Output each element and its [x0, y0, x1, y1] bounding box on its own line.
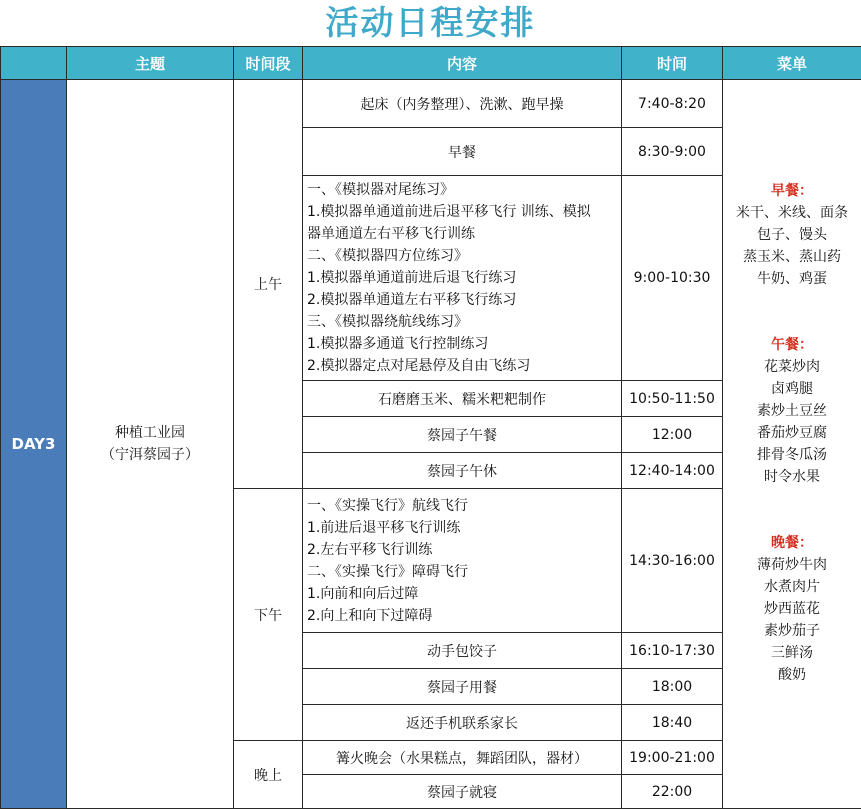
time-cell: 14:30-16:00	[622, 489, 723, 633]
content-cell: 蔡园子用餐	[303, 669, 622, 705]
lunch-title: 午餐：	[723, 334, 861, 356]
day-label: DAY3	[1, 80, 67, 809]
time-cell: 12:40-14:00	[622, 453, 723, 489]
header-menu: 菜单	[723, 47, 861, 80]
time-cell: 18:00	[622, 669, 723, 705]
time-cell: 22:00	[622, 775, 723, 809]
time-cell: 8:30-9:00	[622, 128, 723, 176]
menu-item: 蒸玉米、蒸山药	[723, 246, 861, 268]
content-cell: 篝火晚会（水果糕点，舞蹈团队，器材）	[303, 741, 622, 775]
time-cell: 19:00-21:00	[622, 741, 723, 775]
content-cell: 动手包饺子	[303, 633, 622, 669]
content-line: 器单通道左右平移飞行训练	[307, 223, 617, 245]
period-morning: 上午	[234, 80, 303, 489]
header-theme: 主题	[67, 47, 234, 80]
content-cell: 蔡园子午餐	[303, 417, 622, 453]
time-cell: 18:40	[622, 705, 723, 741]
menu-item: 酸奶	[723, 664, 861, 686]
content-line: 一、《模拟器对尾练习》	[307, 179, 617, 201]
content-line: 三、《模拟器绕航线练习》	[307, 311, 617, 333]
content-line: 1.模拟器多通道飞行控制练习	[307, 333, 617, 355]
content-cell: 蔡园子就寝	[303, 775, 622, 809]
menu-item: 花菜炒肉	[723, 356, 861, 378]
content-line: 1.向前和向后过障	[307, 583, 617, 605]
content-line: 1.模拟器单通道前进后退平移飞行 训练、模拟	[307, 201, 617, 223]
time-cell: 16:10-17:30	[622, 633, 723, 669]
menu-item: 薄荷炒牛肉	[723, 554, 861, 576]
dinner-title: 晚餐：	[723, 532, 861, 554]
menu-item: 水煮肉片	[723, 576, 861, 598]
breakfast-title: 早餐：	[723, 180, 861, 202]
menu-item: 包子、馒头	[723, 224, 861, 246]
period-evening: 晚上	[234, 741, 303, 809]
schedule-table	[0, 46, 861, 809]
menu-item: 素炒土豆丝	[723, 400, 861, 422]
period-afternoon: 下午	[234, 489, 303, 741]
time-cell: 7:40-8:20	[622, 80, 723, 128]
content-cell-multiline	[303, 176, 622, 381]
content-line: 2.向上和向下过障碍	[307, 605, 617, 627]
header-period: 时间段	[234, 47, 303, 80]
time-cell: 12:00	[622, 417, 723, 453]
menu-item: 素炒茄子	[723, 620, 861, 642]
header-row	[1, 47, 861, 80]
content-line: 二、《模拟器四方位练习》	[307, 245, 617, 267]
content-line: 二、《实操飞行》障碍飞行	[307, 561, 617, 583]
theme-cell	[67, 80, 234, 809]
menu-item: 炒西蓝花	[723, 598, 861, 620]
header-blank	[1, 47, 67, 80]
theme-line: 种植工业园	[67, 422, 233, 444]
table-row	[1, 80, 861, 128]
menu-cell	[723, 80, 861, 809]
content-cell: 石磨磨玉米、糯米粑粑制作	[303, 381, 622, 417]
content-line: 2.模拟器定点对尾悬停及自由飞练习	[307, 355, 617, 377]
time-cell: 10:50-11:50	[622, 381, 723, 417]
menu-item: 排骨冬瓜汤	[723, 444, 861, 466]
menu-item: 卤鸡腿	[723, 378, 861, 400]
time-cell: 9:00-10:30	[622, 176, 723, 381]
content-line: 2.左右平移飞行训练	[307, 539, 617, 561]
menu-item: 时令水果	[723, 466, 861, 488]
header-content: 内容	[303, 47, 622, 80]
content-cell: 早餐	[303, 128, 622, 176]
page-title: 活动日程安排	[0, 0, 861, 46]
content-line: 1.模拟器单通道前进后退飞行练习	[307, 267, 617, 289]
menu-item: 牛奶、鸡蛋	[723, 268, 861, 290]
theme-line: （宁洱蔡园子）	[67, 444, 233, 466]
content-cell: 蔡园子午休	[303, 453, 622, 489]
content-cell: 返还手机联系家长	[303, 705, 622, 741]
content-cell: 起床（内务整理）、洗漱、跑早操	[303, 80, 622, 128]
content-line: 1.前进后退平移飞行训练	[307, 517, 617, 539]
menu-item: 三鲜汤	[723, 642, 861, 664]
content-line: 一、《实操飞行》航线飞行	[307, 495, 617, 517]
menu-item: 米干、米线、面条	[723, 202, 861, 224]
content-line: 2.模拟器单通道左右平移飞行练习	[307, 289, 617, 311]
content-cell-multiline	[303, 489, 622, 633]
header-time: 时间	[622, 47, 723, 80]
menu-item: 番茄炒豆腐	[723, 422, 861, 444]
